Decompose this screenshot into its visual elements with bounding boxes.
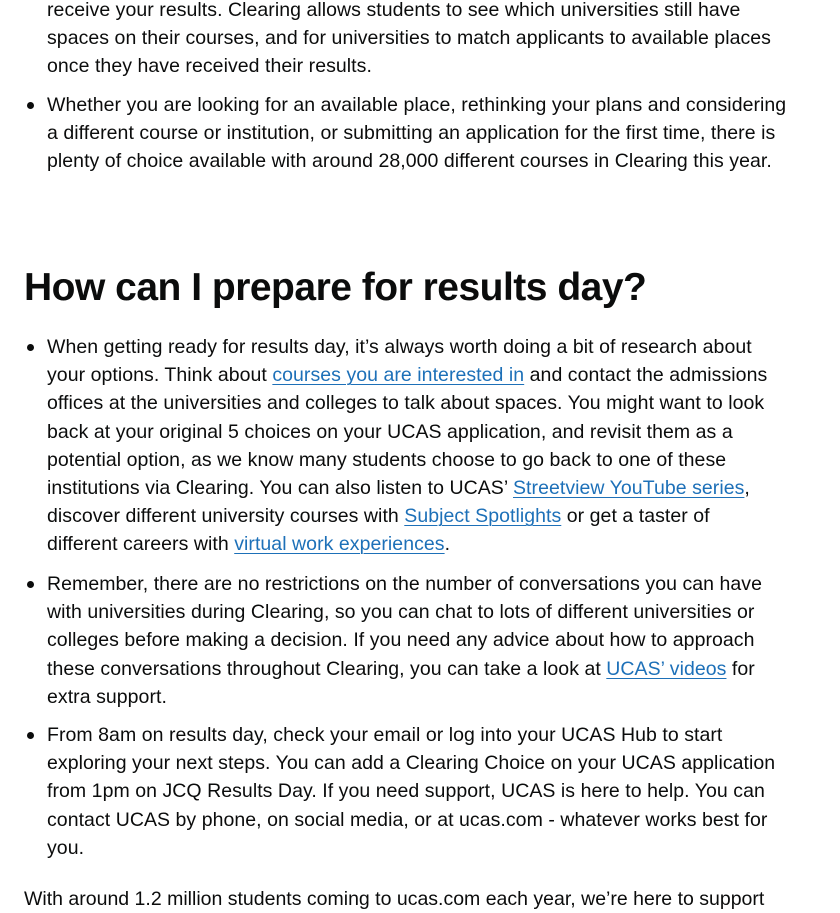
text-segment: your options. Think about	[47, 364, 273, 387]
text-line: offices at the universities and colleges to talk about spaces. You might want to look	[47, 392, 765, 415]
text-line: plenty of choice available with around 28,000 different courses in Clearing this year.	[47, 150, 772, 173]
text-segment: .	[444, 533, 451, 556]
text-line	[47, 474, 833, 502]
text-line: with universities during Clearing, so you can chat to lots of different universities or	[47, 601, 755, 624]
text-line: potential option, as we know many students choose to go back to one of these	[47, 448, 727, 471]
text-segment: institutions via Clearing. You can also listen to UCAS’	[47, 477, 513, 500]
text-line: exploring your next steps. You can add a Clearing Choice on your UCAS application	[47, 752, 776, 775]
text-segment: different careers with	[47, 533, 235, 556]
list-item	[47, 721, 833, 862]
text-segment: for	[726, 657, 755, 680]
text-line: contact UCAS by phone, on social media, or at ucas.com - whatever works best for	[47, 808, 768, 831]
ucas-videos-link[interactable]: UCAS’ videos	[606, 657, 727, 680]
text-line: From 8am on results day, check your email or log into your UCAS Hub to start	[47, 724, 723, 746]
text-line: back at your original 5 choices on your UCAS application, and revisit them as a	[47, 420, 733, 443]
text-segment: these conversations throughout Clearing, you can take a look at	[47, 657, 607, 680]
text-line: Whether you are looking for an available place, rethinking your plans and considering	[47, 94, 787, 116]
text-segment: or get a taster of	[561, 505, 710, 528]
text-line: a different course or institution, or submitting an application for the first time, there is	[47, 122, 776, 145]
text-line	[47, 530, 833, 558]
text-line: Remember, there are no restrictions on the number of conversations you can have	[47, 573, 762, 595]
text-segment: ,	[744, 477, 750, 500]
courses-interested-link[interactable]: courses you are interested in	[272, 364, 525, 387]
streetview-youtube-link[interactable]: Streetview YouTube series	[513, 477, 745, 500]
text-line: colleges before making a decision. If you need any advice about how to approach	[47, 629, 755, 652]
text-segment: discover different university courses with	[47, 505, 405, 528]
text-line: extra support.	[47, 685, 167, 708]
text-line: from 1pm on JCQ Results Day. If you need support, UCAS is here to help. You can	[47, 780, 765, 803]
text-line: you.	[47, 836, 85, 859]
list-item	[47, 91, 833, 176]
text-line: receive your results. Clearing allows students to see which universities still have	[47, 0, 741, 21]
list-item	[47, 0, 833, 81]
virtual-work-experiences-link[interactable]: virtual work experiences	[234, 533, 445, 556]
text-segment: and contact the admissions	[524, 364, 768, 387]
closing-paragraph: With around 1.2 million students coming to ucas.com each year, we’re here to support	[24, 888, 765, 910]
text-line	[47, 502, 833, 530]
list-item	[47, 570, 833, 711]
text-line: once they have received their results.	[47, 55, 372, 78]
list-item	[47, 333, 833, 559]
text-line	[47, 655, 833, 683]
text-line: When getting ready for results day, it’s always worth doing a bit of research about	[47, 336, 752, 358]
subject-spotlights-link[interactable]: Subject Spotlights	[404, 505, 562, 528]
text-line	[47, 361, 833, 389]
section-heading: How can I prepare for results day?	[24, 266, 647, 309]
text-line: spaces on their courses, and for universities to match applicants to available places	[47, 27, 771, 50]
